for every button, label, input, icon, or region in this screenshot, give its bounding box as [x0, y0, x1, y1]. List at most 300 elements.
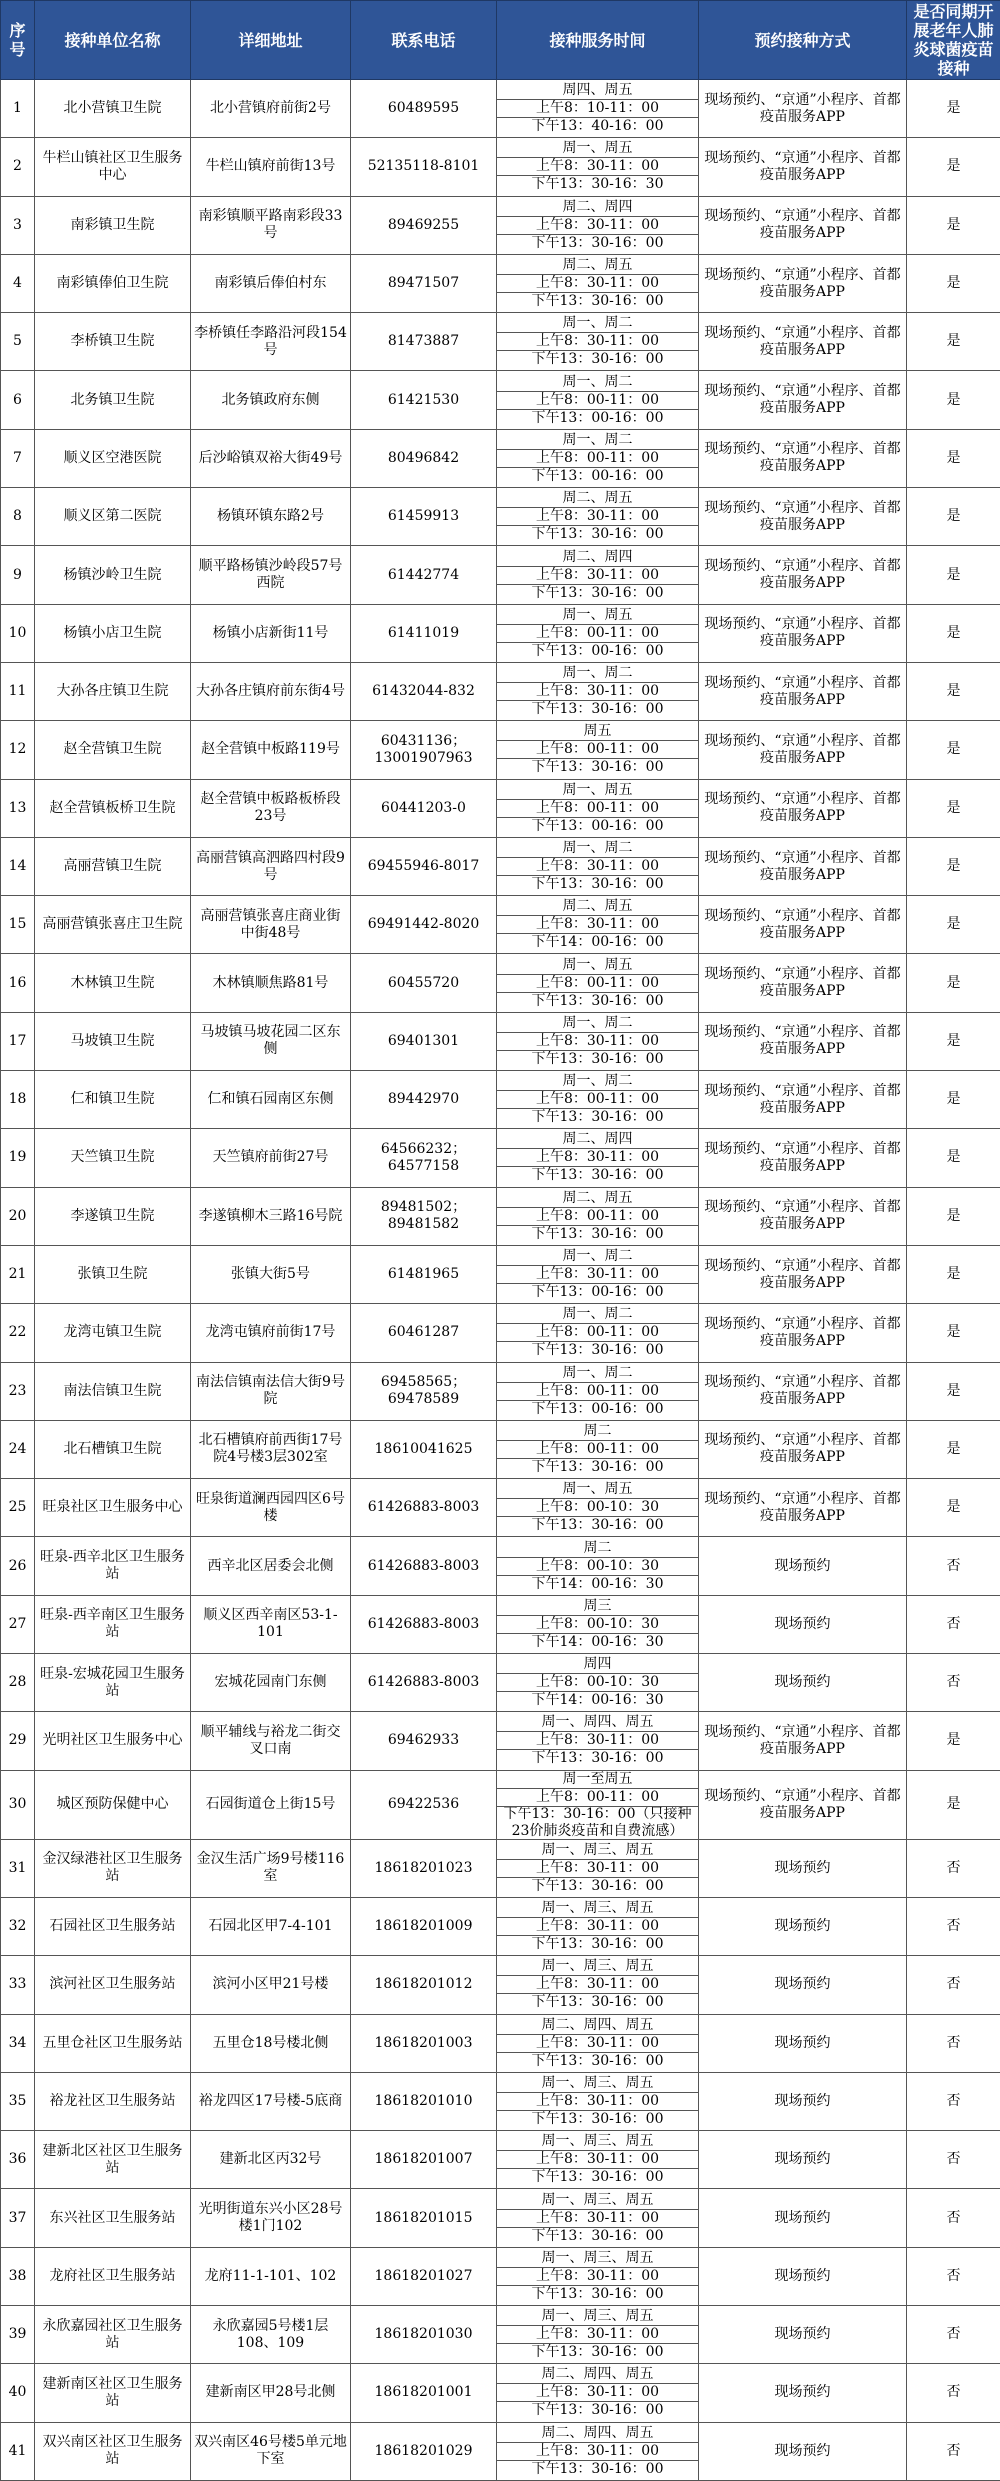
address-cell: 顺平辅线与裕龙二街交叉口南	[191, 1712, 351, 1770]
phone-cell: 89469255	[351, 196, 497, 254]
booking-cell: 现场预约、“京通”小程序、首都疫苗服务APP	[699, 1245, 907, 1303]
hours-cell	[497, 1595, 699, 1653]
name-cell: 旺泉-西辛南区卫生服务站	[35, 1595, 191, 1653]
pneumo-cell: 是	[907, 1187, 1000, 1245]
seq-cell: 28	[1, 1654, 35, 1712]
name-cell: 李桥镇卫生院	[35, 313, 191, 371]
address-cell: 龙府11-1-101、102	[191, 2247, 351, 2305]
address-cell: 顺义区西辛南区53-1-101	[191, 1595, 351, 1653]
seq-cell: 20	[1, 1187, 35, 1245]
hours-slot: 下午13：30-16：00	[497, 351, 698, 368]
name-cell: 金汉绿港社区卫生服务站	[35, 1839, 191, 1897]
address-cell: 张镇大街5号	[191, 1245, 351, 1303]
phone-cell: 18618201001	[351, 2364, 497, 2422]
name-cell: 建新北区社区卫生服务站	[35, 2131, 191, 2189]
name-cell: 东兴社区卫生服务站	[35, 2189, 191, 2247]
phone-cell: 61421530	[351, 371, 497, 429]
hours-slot: 上午8：30-11：00	[497, 1918, 698, 1936]
hours-cell	[497, 2422, 699, 2480]
name-cell: 北石槽镇卫生院	[35, 1420, 191, 1478]
name-cell: 北小营镇卫生院	[35, 80, 191, 138]
hours-slot: 上午8：30-11：00	[497, 217, 698, 235]
address-cell: 马坡镇马坡花园二区东侧	[191, 1012, 351, 1070]
hours-slot: 周四、周五	[497, 82, 698, 100]
booking-cell: 现场预约	[699, 2364, 907, 2422]
table-row	[1, 1187, 1000, 1245]
hours-slot: 周二、周四、周五	[497, 2425, 698, 2443]
address-cell: 牛栏山镇府前街13号	[191, 138, 351, 196]
seq-cell: 2	[1, 138, 35, 196]
hours-cell	[497, 1654, 699, 1712]
booking-cell: 现场预约、“京通”小程序、首都疫苗服务APP	[699, 429, 907, 487]
table-row	[1, 1479, 1000, 1537]
hours-slot: 下午13：30-16：00	[497, 1878, 698, 1895]
table-row	[1, 1956, 1000, 2014]
address-cell: 西辛北区居委会北侧	[191, 1537, 351, 1595]
seq-cell: 35	[1, 2072, 35, 2130]
table-row	[1, 2364, 1000, 2422]
booking-cell: 现场预约、“京通”小程序、首都疫苗服务APP	[699, 896, 907, 954]
hours-cell	[497, 662, 699, 720]
hours-slot: 上午8：30-11：00	[497, 275, 698, 293]
hours-slot: 下午13：30-16：00	[497, 2111, 698, 2128]
phone-cell: 69458565； 69478589	[351, 1362, 497, 1420]
seq-cell: 26	[1, 1537, 35, 1595]
phone-cell: 60461287	[351, 1304, 497, 1362]
name-cell: 赵全营镇板桥卫生院	[35, 779, 191, 837]
hours-cell	[497, 1956, 699, 2014]
table-row	[1, 371, 1000, 429]
hours-cell	[497, 254, 699, 312]
header-row	[1, 1, 1000, 80]
hours-slot: 下午13：40-16：00	[497, 118, 698, 135]
hours-slot: 下午13：00-16：00	[497, 410, 698, 427]
hours-slot: 周一、周五	[497, 1481, 698, 1499]
hours-slot: 上午8：30-11：00	[497, 2151, 698, 2169]
hours-slot: 下午13：30-16：00	[497, 2344, 698, 2361]
booking-cell: 现场预约、“京通”小程序、首都疫苗服务APP	[699, 1129, 907, 1187]
hours-slot: 上午8：00-11：00	[497, 450, 698, 468]
hours-slot: 上午8：00-10：30	[497, 1558, 698, 1576]
name-cell: 南彩镇俸伯卫生院	[35, 254, 191, 312]
booking-cell: 现场预约、“京通”小程序、首都疫苗服务APP	[699, 662, 907, 720]
seq-cell: 10	[1, 604, 35, 662]
booking-cell: 现场预约	[699, 2305, 907, 2363]
phone-cell: 61432044-832	[351, 662, 497, 720]
hours-slot: 上午8：30-11：00	[497, 916, 698, 934]
table-row	[1, 779, 1000, 837]
name-cell: 牛栏山镇社区卫生服务中心	[35, 138, 191, 196]
address-cell: 高丽营镇高泗路四村段9号	[191, 837, 351, 895]
hours-slot: 下午14：00-16：30	[497, 1576, 698, 1593]
booking-cell: 现场预约	[699, 2189, 907, 2247]
pneumo-cell: 否	[907, 1595, 1000, 1653]
hours-slot: 上午8：00-11：00	[497, 1091, 698, 1109]
hours-slot: 上午8：30-11：00	[497, 2326, 698, 2344]
hours-slot: 上午8：30-11：00	[497, 2268, 698, 2286]
hours-slot: 下午13：30-16：00	[497, 1342, 698, 1359]
pneumo-cell: 否	[907, 1956, 1000, 2014]
hours-slot: 周一、周三、周五	[497, 2250, 698, 2268]
hours-slot: 周一、周五	[497, 607, 698, 625]
address-cell: 旺泉街道澜西园四区6号楼	[191, 1479, 351, 1537]
hours-slot: 上午8：30-11：00	[497, 1732, 698, 1750]
table-row	[1, 604, 1000, 662]
pneumo-cell: 是	[907, 80, 1000, 138]
hours-slot: 下午13：30-16：00	[497, 2053, 698, 2070]
address-cell: 北务镇政府东侧	[191, 371, 351, 429]
address-cell: 天竺镇府前街27号	[191, 1129, 351, 1187]
seq-cell: 36	[1, 2131, 35, 2189]
hours-slot: 下午13：30-16：00	[497, 759, 698, 776]
table-row	[1, 1897, 1000, 1955]
hours-slot: 周一、周二	[497, 315, 698, 333]
hours-cell	[497, 1187, 699, 1245]
hours-slot: 下午13：30-16：00（只接种23价肺炎疫苗和自费流感）	[497, 1807, 698, 1839]
seq-cell: 1	[1, 80, 35, 138]
seq-cell: 17	[1, 1012, 35, 1070]
hours-slot: 周一、周二	[497, 1015, 698, 1033]
pneumo-cell: 否	[907, 2131, 1000, 2189]
hours-slot: 下午13：30-16：00	[497, 2228, 698, 2245]
phone-cell: 18618201007	[351, 2131, 497, 2189]
hours-cell	[497, 1304, 699, 1362]
name-cell: 双兴南区社区卫生服务站	[35, 2422, 191, 2480]
name-cell: 顺义区第二医院	[35, 488, 191, 546]
hours-slot: 周三	[497, 1598, 698, 1616]
booking-cell: 现场预约、“京通”小程序、首都疫苗服务APP	[699, 371, 907, 429]
address-cell: 高丽营镇张喜庄商业街中街48号	[191, 896, 351, 954]
phone-cell: 18618201030	[351, 2305, 497, 2363]
hours-cell	[497, 138, 699, 196]
seq-cell: 16	[1, 954, 35, 1012]
name-cell: 大孙各庄镇卫生院	[35, 662, 191, 720]
table-row	[1, 2014, 1000, 2072]
booking-cell: 现场预约、“京通”小程序、首都疫苗服务APP	[699, 488, 907, 546]
hours-slot: 周二、周四	[497, 199, 698, 217]
phone-cell: 60489595	[351, 80, 497, 138]
pneumo-cell: 是	[907, 1770, 1000, 1839]
hours-cell	[497, 1712, 699, 1770]
address-cell: 李遂镇柳木三路16号院	[191, 1187, 351, 1245]
hours-slot: 周一、周五	[497, 782, 698, 800]
phone-cell: 18618201029	[351, 2422, 497, 2480]
hours-slot: 上午8：30-11：00	[497, 858, 698, 876]
name-cell: 光明社区卫生服务中心	[35, 1712, 191, 1770]
hours-cell	[497, 1420, 699, 1478]
phone-cell: 69462933	[351, 1712, 497, 1770]
hours-cell	[497, 2247, 699, 2305]
hours-cell	[497, 196, 699, 254]
hours-slot: 下午13：30-16：00	[497, 701, 698, 718]
hours-slot: 下午13：30-16：00	[497, 1517, 698, 1534]
pneumo-cell: 否	[907, 2364, 1000, 2422]
phone-cell: 80496842	[351, 429, 497, 487]
booking-cell: 现场预约	[699, 1537, 907, 1595]
name-cell: 永欣嘉园社区卫生服务站	[35, 2305, 191, 2363]
phone-cell: 18618201027	[351, 2247, 497, 2305]
name-cell: 南彩镇卫生院	[35, 196, 191, 254]
hours-slot: 上午8：00-10：30	[497, 1674, 698, 1692]
seq-cell: 30	[1, 1770, 35, 1839]
booking-cell: 现场预约	[699, 1956, 907, 2014]
seq-cell: 18	[1, 1071, 35, 1129]
seq-cell: 38	[1, 2247, 35, 2305]
hours-slot: 上午8：00-11：00	[497, 625, 698, 643]
name-cell: 杨镇小店卫生院	[35, 604, 191, 662]
address-cell: 光明街道东兴小区28号楼1门102	[191, 2189, 351, 2247]
hours-cell	[497, 1537, 699, 1595]
hours-cell	[497, 488, 699, 546]
phone-cell: 61426883-8003	[351, 1537, 497, 1595]
hours-cell	[497, 1897, 699, 1955]
booking-cell: 现场预约	[699, 2014, 907, 2072]
phone-cell: 60455720	[351, 954, 497, 1012]
hours-slot: 周一、周三、周五	[497, 1842, 698, 1860]
header-hours: 接种服务时间	[497, 1, 699, 80]
name-cell: 旺泉社区卫生服务中心	[35, 1479, 191, 1537]
hours-slot: 下午13：30-16：30	[497, 176, 698, 193]
hours-slot: 上午8：00-11：00	[497, 1441, 698, 1459]
hours-slot: 周一、周二	[497, 1248, 698, 1266]
table-row	[1, 2072, 1000, 2130]
hours-slot: 上午8：30-11：00	[497, 333, 698, 351]
pneumo-cell: 否	[907, 2305, 1000, 2363]
pneumo-cell: 是	[907, 604, 1000, 662]
hours-cell	[497, 546, 699, 604]
address-cell: 建新北区丙32号	[191, 2131, 351, 2189]
address-cell: 杨镇环镇东路2号	[191, 488, 351, 546]
hours-cell	[497, 1129, 699, 1187]
pneumo-cell: 否	[907, 2189, 1000, 2247]
phone-cell: 18618201015	[351, 2189, 497, 2247]
table-row	[1, 1712, 1000, 1770]
hours-cell	[497, 1839, 699, 1897]
seq-cell: 29	[1, 1712, 35, 1770]
hours-cell	[497, 429, 699, 487]
hours-slot: 周一、周二	[497, 374, 698, 392]
hours-cell	[497, 896, 699, 954]
phone-cell: 89471507	[351, 254, 497, 312]
hours-slot: 周二、周五	[497, 1190, 698, 1208]
address-cell: 龙湾屯镇府前街17号	[191, 1304, 351, 1362]
hours-cell	[497, 2131, 699, 2189]
seq-cell: 25	[1, 1479, 35, 1537]
address-cell: 后沙峪镇双裕大街49号	[191, 429, 351, 487]
hours-slot: 周二、周五	[497, 490, 698, 508]
seq-cell: 22	[1, 1304, 35, 1362]
hours-slot: 上午8：00-11：00	[497, 1383, 698, 1401]
header-pneumo: 是否同期开展老年人肺炎球菌疫苗接种	[907, 1, 1000, 80]
hours-slot: 周一、周五	[497, 957, 698, 975]
name-cell: 高丽营镇卫生院	[35, 837, 191, 895]
booking-cell: 现场预约、“京通”小程序、首都疫苗服务APP	[699, 837, 907, 895]
hours-slot: 周一、周三、周五	[497, 1900, 698, 1918]
table-row	[1, 313, 1000, 371]
pneumo-cell: 是	[907, 254, 1000, 312]
pneumo-cell: 是	[907, 1304, 1000, 1362]
phone-cell: 61442774	[351, 546, 497, 604]
name-cell: 杨镇沙岭卫生院	[35, 546, 191, 604]
phone-cell: 69455946-8017	[351, 837, 497, 895]
hours-cell	[497, 1245, 699, 1303]
pneumo-cell: 是	[907, 1712, 1000, 1770]
hours-slot: 下午13：30-16：00	[497, 2286, 698, 2303]
name-cell: 北务镇卫生院	[35, 371, 191, 429]
seq-cell: 8	[1, 488, 35, 546]
hours-slot: 下午13：00-16：00	[497, 643, 698, 660]
hours-slot: 上午8：30-11：00	[497, 158, 698, 176]
hours-cell	[497, 2072, 699, 2130]
hours-slot: 上午8：30-11：00	[497, 2384, 698, 2402]
hours-slot: 周二、周五	[497, 257, 698, 275]
table-row	[1, 1071, 1000, 1129]
hours-slot: 周二、周四、周五	[497, 2366, 698, 2384]
hours-slot: 周一、周二	[497, 432, 698, 450]
seq-cell: 4	[1, 254, 35, 312]
seq-cell: 13	[1, 779, 35, 837]
pneumo-cell: 是	[907, 1362, 1000, 1420]
phone-cell: 18618201009	[351, 1897, 497, 1955]
phone-cell: 61426883-8003	[351, 1654, 497, 1712]
table-row	[1, 954, 1000, 1012]
booking-cell: 现场预约	[699, 2072, 907, 2130]
phone-cell: 81473887	[351, 313, 497, 371]
address-cell: 李桥镇任李路沿河段154号	[191, 313, 351, 371]
phone-cell: 18618201012	[351, 1956, 497, 2014]
table-row	[1, 1245, 1000, 1303]
hours-slot: 上午8：00-11：00	[497, 1208, 698, 1226]
name-cell: 龙府社区卫生服务站	[35, 2247, 191, 2305]
hours-slot: 下午14：00-16：00	[497, 934, 698, 951]
hours-cell	[497, 80, 699, 138]
hours-slot: 上午8：30-11：00	[497, 2443, 698, 2461]
table-row	[1, 1012, 1000, 1070]
phone-cell: 61411019	[351, 604, 497, 662]
hours-slot: 下午13：30-16：00	[497, 2461, 698, 2478]
hours-slot: 下午13：30-16：00	[497, 1750, 698, 1767]
hours-cell	[497, 1071, 699, 1129]
hours-slot: 下午13：30-16：00	[497, 293, 698, 310]
hours-slot: 周五	[497, 723, 698, 741]
booking-cell: 现场预约、“京通”小程序、首都疫苗服务APP	[699, 1187, 907, 1245]
hours-slot: 周一、周三、周五	[497, 2075, 698, 2093]
address-cell: 南彩镇顺平路南彩段33号	[191, 196, 351, 254]
hours-slot: 上午8：00-10：30	[497, 1616, 698, 1634]
hours-cell	[497, 371, 699, 429]
seq-cell: 41	[1, 2422, 35, 2480]
booking-cell: 现场预约、“京通”小程序、首都疫苗服务APP	[699, 1362, 907, 1420]
table-body	[1, 80, 1000, 2481]
table-row	[1, 1304, 1000, 1362]
pneumo-cell: 是	[907, 721, 1000, 779]
address-cell: 五里仓18号楼北侧	[191, 2014, 351, 2072]
address-cell: 宏城花园南门东侧	[191, 1654, 351, 1712]
booking-cell: 现场预约、“京通”小程序、首都疫苗服务APP	[699, 254, 907, 312]
seq-cell: 27	[1, 1595, 35, 1653]
table-row	[1, 662, 1000, 720]
table-row	[1, 1839, 1000, 1897]
address-cell: 双兴南区46号楼5单元地下室	[191, 2422, 351, 2480]
pneumo-cell: 是	[907, 1420, 1000, 1478]
pneumo-cell: 是	[907, 488, 1000, 546]
booking-cell: 现场预约、“京通”小程序、首都疫苗服务APP	[699, 313, 907, 371]
hours-cell	[497, 2305, 699, 2363]
hours-cell	[497, 779, 699, 837]
hours-slot: 下午13：30-16：00	[497, 1459, 698, 1476]
pneumo-cell: 是	[907, 138, 1000, 196]
hours-slot: 周一、周五	[497, 140, 698, 158]
hours-slot: 周二、周四	[497, 1131, 698, 1149]
hours-slot: 上午8：00-11：00	[497, 1789, 698, 1807]
address-cell: 木林镇顺焦路81号	[191, 954, 351, 1012]
hours-slot: 上午8：30-11：00	[497, 508, 698, 526]
pneumo-cell: 是	[907, 779, 1000, 837]
hours-cell	[497, 1770, 699, 1839]
seq-cell: 31	[1, 1839, 35, 1897]
hours-slot: 下午13：30-16：00	[497, 1226, 698, 1243]
phone-cell: 60431136； 13001907963	[351, 721, 497, 779]
booking-cell: 现场预约、“京通”小程序、首都疫苗服务APP	[699, 546, 907, 604]
hours-slot: 下午13：30-16：00	[497, 2169, 698, 2186]
phone-cell: 18618201023	[351, 1839, 497, 1897]
pneumo-cell: 是	[907, 546, 1000, 604]
phone-cell: 18618201010	[351, 2072, 497, 2130]
hours-slot: 周二、周四	[497, 549, 698, 567]
phone-cell: 69422536	[351, 1770, 497, 1839]
hours-slot: 周一、周二	[497, 665, 698, 683]
name-cell: 建新南区社区卫生服务站	[35, 2364, 191, 2422]
booking-cell: 现场预约	[699, 1595, 907, 1653]
pneumo-cell: 是	[907, 1245, 1000, 1303]
seq-cell: 39	[1, 2305, 35, 2363]
phone-cell: 61481965	[351, 1245, 497, 1303]
seq-cell: 15	[1, 896, 35, 954]
pneumo-cell: 否	[907, 2072, 1000, 2130]
hours-slot: 上午8：00-11：00	[497, 975, 698, 993]
seq-cell: 37	[1, 2189, 35, 2247]
hours-slot: 下午13：00-16：00	[497, 1284, 698, 1301]
seq-cell: 40	[1, 2364, 35, 2422]
hours-slot: 周一、周二	[497, 1306, 698, 1324]
name-cell: 城区预防保健中心	[35, 1770, 191, 1839]
pneumo-cell: 是	[907, 371, 1000, 429]
booking-cell: 现场预约、“京通”小程序、首都疫苗服务APP	[699, 1304, 907, 1362]
address-cell: 滨河小区甲21号楼	[191, 1956, 351, 2014]
name-cell: 马坡镇卫生院	[35, 1012, 191, 1070]
address-cell: 北小营镇府前街2号	[191, 80, 351, 138]
table-row	[1, 2422, 1000, 2480]
hours-slot: 周四	[497, 1656, 698, 1674]
hours-slot: 周一、周二	[497, 1365, 698, 1383]
address-cell: 赵全营镇中板路板桥段23号	[191, 779, 351, 837]
pneumo-cell: 是	[907, 954, 1000, 1012]
hours-slot: 下午13：30-16：00	[497, 1936, 698, 1953]
name-cell: 天竺镇卫生院	[35, 1129, 191, 1187]
hours-slot: 上午8：00-11：00	[497, 392, 698, 410]
hours-slot: 上午8：30-11：00	[497, 2093, 698, 2111]
booking-cell: 现场预约	[699, 2131, 907, 2189]
hours-slot: 上午8：10-11：00	[497, 100, 698, 118]
seq-cell: 23	[1, 1362, 35, 1420]
hours-slot: 周一至周五	[497, 1771, 698, 1789]
hours-slot: 上午8：30-11：00	[497, 1266, 698, 1284]
pneumo-cell: 否	[907, 1654, 1000, 1712]
seq-cell: 14	[1, 837, 35, 895]
address-cell: 赵全营镇中板路119号	[191, 721, 351, 779]
booking-cell: 现场预约、“京通”小程序、首都疫苗服务APP	[699, 196, 907, 254]
seq-cell: 19	[1, 1129, 35, 1187]
